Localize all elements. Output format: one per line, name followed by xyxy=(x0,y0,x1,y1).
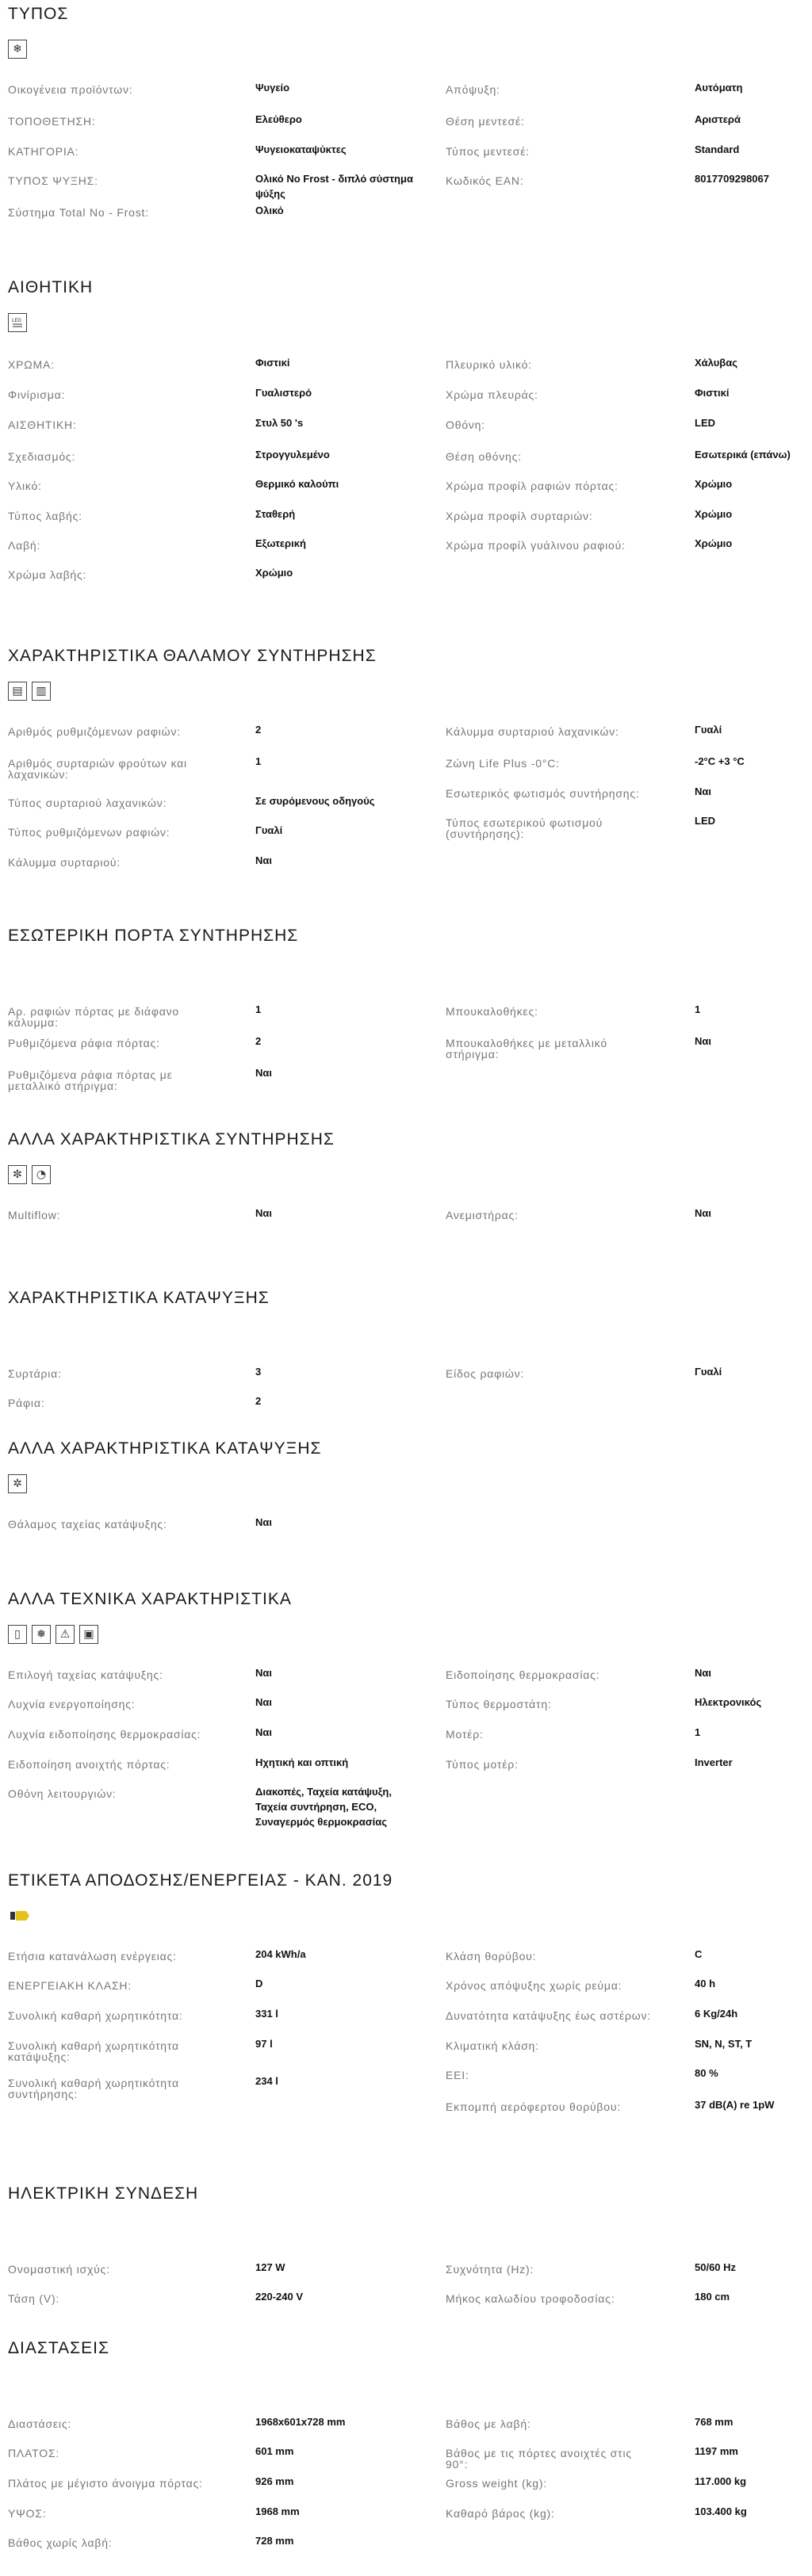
spec-value: 234 l xyxy=(255,2075,278,2087)
spec-label: Αριθμός συρταριών φρούτων και λαχανικών: xyxy=(8,757,187,781)
spec-value: 8017709298067 xyxy=(695,173,769,185)
freeze-icon: ❅ xyxy=(32,1625,51,1644)
section-title: ΑΛΛΑ ΧΑΡΑΚΤΗΡΙΣΤΙΚΑ ΣΥΝΤΗΡΗΣΗΣ xyxy=(8,1130,335,1148)
feature-icons xyxy=(8,1906,32,1925)
spec-label: Είδος ραφιών: xyxy=(446,1367,525,1380)
spec-value: Αριστερά xyxy=(695,113,741,125)
spec-label: Συνολική καθαρή χωρητικότητα κατάψυξης: xyxy=(8,2039,179,2063)
spec-label: Φινίρισμα: xyxy=(8,388,66,401)
spec-label: Κάλυμμα συρταριού λαχανικών: xyxy=(446,725,619,738)
spec-value: Ναι xyxy=(255,1696,272,1708)
spec-value: 1968 mm xyxy=(255,2505,300,2517)
led-icon xyxy=(8,313,27,332)
spec-label: Ειδοποίησης θερμοκρασίας: xyxy=(446,1668,600,1681)
spec-value: Γυαλιστερό xyxy=(255,387,312,399)
spec-label: Τάση (V): xyxy=(8,2292,60,2305)
feature-icons xyxy=(8,1474,27,1493)
spec-label: Επιλογή ταχείας κατάψυξης: xyxy=(8,1668,163,1681)
spec-value: 331 l xyxy=(255,2008,278,2020)
section-title: ΑΙΘΗΤΙΚΗ xyxy=(8,278,94,296)
spec-value: -2°C +3 °C xyxy=(695,755,745,767)
spec-label: Ράφια: xyxy=(8,1397,45,1409)
spec-value: Ηχητική και οπτική xyxy=(255,1756,349,1768)
spec-value: Εξωτερική xyxy=(255,537,306,549)
spec-value: 1 xyxy=(255,1003,262,1015)
spec-value: Ηλεκτρονικός xyxy=(695,1696,762,1708)
spec-value: C xyxy=(695,1948,703,1960)
drawer-icon: ▤ xyxy=(8,682,27,701)
spec-value: 6 Kg/24h xyxy=(695,2008,738,2020)
spec-label: Χρώμα προφίλ συρταριών: xyxy=(446,510,593,522)
spec-label: Κλάση θορύβου: xyxy=(446,1950,537,1963)
spec-value: 2 xyxy=(255,1035,262,1047)
spec-value: Ναι xyxy=(255,1207,272,1219)
section-title: ΑΛΛΑ ΧΑΡΑΚΤΗΡΙΣΤΙΚΑ ΚΑΤΑΨΥΞΗΣ xyxy=(8,1439,322,1458)
spec-label: Αριθμός ρυθμιζόμενων ραφιών: xyxy=(8,725,181,738)
spec-label: Λαβή: xyxy=(8,539,41,552)
spec-label: Συνολική καθαρή χωρητικότητα συντήρησης: xyxy=(8,2077,179,2100)
spec-value: Χάλυβας xyxy=(695,357,737,369)
spec-label: ΚΑΤΗΓΟΡΙΑ: xyxy=(8,145,79,158)
spec-value: 601 mm xyxy=(255,2445,294,2457)
section-title: ΔΙΑΣΤΑΣΕΙΣ xyxy=(8,2339,109,2357)
spec-label: Συρτάρια: xyxy=(8,1367,62,1380)
spec-label: ΠΛΑΤΟΣ: xyxy=(8,2447,60,2459)
spec-value: Σε συρόμενους οδηγούς xyxy=(255,795,375,807)
section-title: ΕΣΩΤΕΡΙΚΗ ΠΟΡΤΑ ΣΥΝΤΗΡΗΣΗΣ xyxy=(8,927,299,945)
feature-icons xyxy=(8,1165,51,1184)
spec-label: Τύπος λαβής: xyxy=(8,510,82,522)
spec-value: 127 W xyxy=(255,2261,285,2273)
spec-value: 37 dB(A) re 1pW xyxy=(695,2099,775,2111)
spec-value: 926 mm xyxy=(255,2475,294,2487)
spec-label: Σύστημα Total No - Frost: xyxy=(8,206,149,219)
spec-label: Καθαρό βάρος (kg): xyxy=(446,2507,555,2520)
spec-label: Τύπος μεντεσέ: xyxy=(446,145,530,158)
section-title: ΗΛΕΚΤΡΙΚΗ ΣΥΝΔΕΣΗ xyxy=(8,2184,199,2203)
spec-value: 768 mm xyxy=(695,2416,733,2428)
spec-label: Θάλαμος ταχείας κατάψυξης: xyxy=(8,1518,167,1531)
spec-value: Θερμικό καλούπι xyxy=(255,478,339,490)
spec-label: Χρώμα προφίλ ραφιών πόρτας: xyxy=(446,480,619,492)
spec-label: ΥΨΟΣ: xyxy=(8,2507,47,2520)
spec-label: ΤΟΠΟΘΕΤΗΣΗ: xyxy=(8,115,96,128)
spec-label: Τύπος θερμοστάτη: xyxy=(446,1698,552,1710)
spec-label: Τύπος μοτέρ: xyxy=(446,1758,519,1771)
spec-label: Συνολική καθαρή χωρητικότητα: xyxy=(8,2009,183,2022)
spec-label: Λυχνία ειδοποίησης θερμοκρασίας: xyxy=(8,1728,201,1741)
spec-value: Γυαλί xyxy=(255,824,283,836)
temp-alarm-icon: ⚠ xyxy=(56,1625,75,1644)
spec-label: Ρυθμιζόμενα ράφια πόρτας: xyxy=(8,1037,160,1049)
spec-value: 50/60 Hz xyxy=(695,2261,737,2273)
spec-value: LED xyxy=(695,815,715,827)
spec-value: 204 kWh/a xyxy=(255,1948,306,1960)
spec-value: Ψυγειοκαταψύκτες xyxy=(255,143,347,155)
energy-label-icon xyxy=(8,1906,32,1925)
spec-label: Εκπομπή αερόφερτου θορύβου: xyxy=(446,2100,621,2113)
fan-icon: ◔ xyxy=(32,1165,51,1184)
spec-label: ΕΝΕΡΓΕΙΑΚΗ ΚΛΑΣΗ: xyxy=(8,1979,132,1992)
spec-value: Ναι xyxy=(695,1667,711,1679)
spec-value: Ναι xyxy=(695,1035,711,1047)
spec-value: Σταθερή xyxy=(255,508,296,520)
spec-label: ΑΙΣΘΗΤΙΚΗ: xyxy=(8,419,77,431)
spec-value: 2 xyxy=(255,1395,262,1407)
spec-label: ΧΡΩΜΑ: xyxy=(8,358,55,371)
spec-label: Μήκος καλωδίου τροφοδοσίας: xyxy=(446,2292,615,2305)
spec-label: Κάλυμμα συρταριού: xyxy=(8,856,121,869)
spec-label: Multiflow: xyxy=(8,1209,61,1221)
spec-value: Ναι xyxy=(255,1667,272,1679)
spec-label: Πλευρικό υλικό: xyxy=(446,358,532,371)
spec-value: Ελεύθερο xyxy=(255,113,302,125)
spec-value: Ναι xyxy=(695,785,711,797)
spec-label: Χρώμα προφίλ γυάλινου ραφιού: xyxy=(446,539,626,552)
feature-icons xyxy=(8,1625,98,1644)
spec-label: Οθόνη: xyxy=(446,419,485,431)
fast-freeze-icon: ✲ xyxy=(8,1474,27,1493)
spec-value: 1 xyxy=(695,1726,701,1738)
spec-value: 97 l xyxy=(255,2038,273,2050)
spec-value: 117.000 kg xyxy=(695,2475,747,2487)
spec-label: Μπουκαλοθήκες: xyxy=(446,1005,538,1018)
spec-label: Τύπος ρυθμιζόμενων ραφιών: xyxy=(8,826,170,839)
spec-label: Χρώμα πλευράς: xyxy=(446,388,538,401)
spec-value: 40 h xyxy=(695,1978,716,1989)
spec-label: Gross weight (kg): xyxy=(446,2477,547,2490)
section-title: ΕΤΙΚΕΤΑ ΑΠΟΔΟΣΗΣ/ΕΝΕΡΓΕΙΑΣ - ΚΑΝ. 2019 xyxy=(8,1871,393,1890)
spec-value: Ναι xyxy=(255,1067,272,1079)
display-icon: ▣ xyxy=(79,1625,98,1644)
feature-icons xyxy=(8,682,51,701)
spec-value: 1 xyxy=(255,755,262,767)
spec-label: Βάθος με τις πόρτες ανοιχτές στις 90°: xyxy=(446,2447,632,2471)
spec-label: Διαστάσεις: xyxy=(8,2417,72,2430)
section-title: ΧΑΡΑΚΤΗΡΙΣΤΙΚΑ ΚΑΤΑΨΥΞΗΣ xyxy=(8,1289,270,1307)
spec-value: Διακοπές, Ταχεία κατάψυξη, Ταχεία συντήρηση, ECO, Συναγερμός θερμοκρασίας xyxy=(255,1786,392,1828)
spec-value: Στρογγυλεμένο xyxy=(255,449,330,461)
spec-value: Γυαλί xyxy=(695,1366,722,1378)
spec-label: ΤΥΠΟΣ ΨΥΞΗΣ: xyxy=(8,174,98,187)
spec-value: Ναι xyxy=(695,1207,711,1219)
spec-value: 80 % xyxy=(695,2067,718,2079)
spec-value: Standard xyxy=(695,143,740,155)
svg-text:LED: LED xyxy=(12,318,21,323)
spec-value: SN, N, ST, T xyxy=(695,2038,753,2050)
spec-value: 103.400 kg xyxy=(695,2505,747,2517)
spec-label: Απόψυξη: xyxy=(446,83,500,96)
spec-label: Συχνότητα (Hz): xyxy=(446,2263,534,2276)
spec-label: EEI: xyxy=(446,2069,469,2081)
spec-label: Αρ. ραφιών πόρτας με διάφανο κάλυμμα: xyxy=(8,1005,179,1029)
spec-value: 3 xyxy=(255,1366,262,1378)
spec-label: Ζώνη Life Plus -0°C: xyxy=(446,757,560,770)
spec-label: Ρυθμιζόμενα ράφια πόρτας με μεταλλικό στήριγμα: xyxy=(8,1068,173,1092)
spec-value: Ολικό No Frost - διπλό σύστημα ψύξης xyxy=(255,173,413,200)
section-title: ΧΑΡΑΚΤΗΡΙΣΤΙΚΑ ΘΑΛΑΜΟΥ ΣΥΝΤΗΡΗΣΗΣ xyxy=(8,647,377,665)
spec-value: Χρώμιο xyxy=(695,537,733,549)
spec-value: D xyxy=(255,1978,263,1989)
spec-value: 220-240 V xyxy=(255,2291,303,2303)
spec-label: Εσωτερικός φωτισμός συντήρησης: xyxy=(446,787,640,800)
spec-label: Οικογένεια προϊόντων: xyxy=(8,83,133,96)
multiflow-icon: ✼ xyxy=(8,1165,27,1184)
spec-value: Φιστικί xyxy=(255,357,290,369)
spec-value: LED xyxy=(695,417,715,429)
spec-label: Θέση οθόνης: xyxy=(446,450,522,463)
spec-value: Χρώμιο xyxy=(695,508,733,520)
spec-label: Μπουκαλοθήκες με μεταλλικό στήριγμα: xyxy=(446,1037,607,1061)
spec-label: Βάθος χωρίς λαβή: xyxy=(8,2536,113,2549)
snowflake-box-icon: ❄ xyxy=(8,40,27,59)
spec-label: Χρόνος απόψυξης χωρίς ρεύμα: xyxy=(446,1979,622,1992)
spec-label: Οθόνη λειτουργιών: xyxy=(8,1787,117,1800)
spec-label: Λυχνία ενεργοποίησης: xyxy=(8,1698,136,1710)
feature-icons xyxy=(8,313,27,332)
spec-value: Inverter xyxy=(695,1756,733,1768)
feature-icons xyxy=(8,40,27,59)
spec-label: Ειδοποίηση ανοιχτής πόρτας: xyxy=(8,1758,170,1771)
spec-value: Φιστικί xyxy=(695,387,730,399)
spec-value: Χρώμιο xyxy=(695,478,733,490)
spec-value: Εσωτερικά (επάνω) xyxy=(695,449,791,461)
spec-value: Ψυγείο xyxy=(255,82,290,94)
spec-value: Ναι xyxy=(255,1726,272,1738)
spec-label: Τύπος συρταριού λαχανικών: xyxy=(8,797,167,809)
spec-value: 180 cm xyxy=(695,2291,730,2303)
spec-label: Θέση μεντεσέ: xyxy=(446,115,525,128)
spec-value: 1197 mm xyxy=(695,2445,738,2457)
spec-label: Ανεμιστήρας: xyxy=(446,1209,519,1221)
spec-value: Ναι xyxy=(255,1516,272,1528)
spec-value: Ολικό xyxy=(255,204,284,216)
spec-value: 1 xyxy=(695,1003,701,1015)
spec-value: Χρώμιο xyxy=(255,567,293,579)
spec-value: 1968x601x728 mm xyxy=(255,2416,346,2428)
spec-value: Στυλ 50 's xyxy=(255,417,304,429)
spec-label: Δυνατότητα κατάψυξης έως αστέρων: xyxy=(446,2009,652,2022)
spec-label: Βάθος με λαβή: xyxy=(446,2417,531,2430)
section-title: ΑΛΛΑ ΤΕΧΝΙΚΑ ΧΑΡΑΚΤΗΡΙΣΤΙΚΑ xyxy=(8,1590,292,1608)
spec-value: 2 xyxy=(255,724,262,736)
spec-value: Αυτόματη xyxy=(695,82,743,94)
spec-label: Ετήσια κατανάλωση ενέργειας: xyxy=(8,1950,177,1963)
spec-label: Σχεδιασμός: xyxy=(8,450,76,463)
spec-label: Χρώμα λαβής: xyxy=(8,568,87,581)
spec-value: 728 mm xyxy=(255,2535,294,2547)
spec-label: Τύπος εσωτερικού φωτισμού (συντήρησης): xyxy=(446,816,603,840)
shelves-icon: ▥ xyxy=(32,682,51,701)
spec-label: Ονομαστική ισχύς: xyxy=(8,2263,110,2276)
spec-label: Μοτέρ: xyxy=(446,1728,484,1741)
spec-label: Κωδικός EAN: xyxy=(446,174,524,187)
door-alarm-icon: ▯ xyxy=(8,1625,27,1644)
spec-value: Γυαλί xyxy=(695,724,722,736)
spec-label: Πλάτος με μέγιστο άνοιγμα πόρτας: xyxy=(8,2477,203,2490)
section-title: ΤΥΠΟΣ xyxy=(8,5,69,23)
spec-value: Ναι xyxy=(255,854,272,866)
spec-label: Υλικό: xyxy=(8,480,42,492)
spec-label: Κλιματική κλάση: xyxy=(446,2039,539,2052)
